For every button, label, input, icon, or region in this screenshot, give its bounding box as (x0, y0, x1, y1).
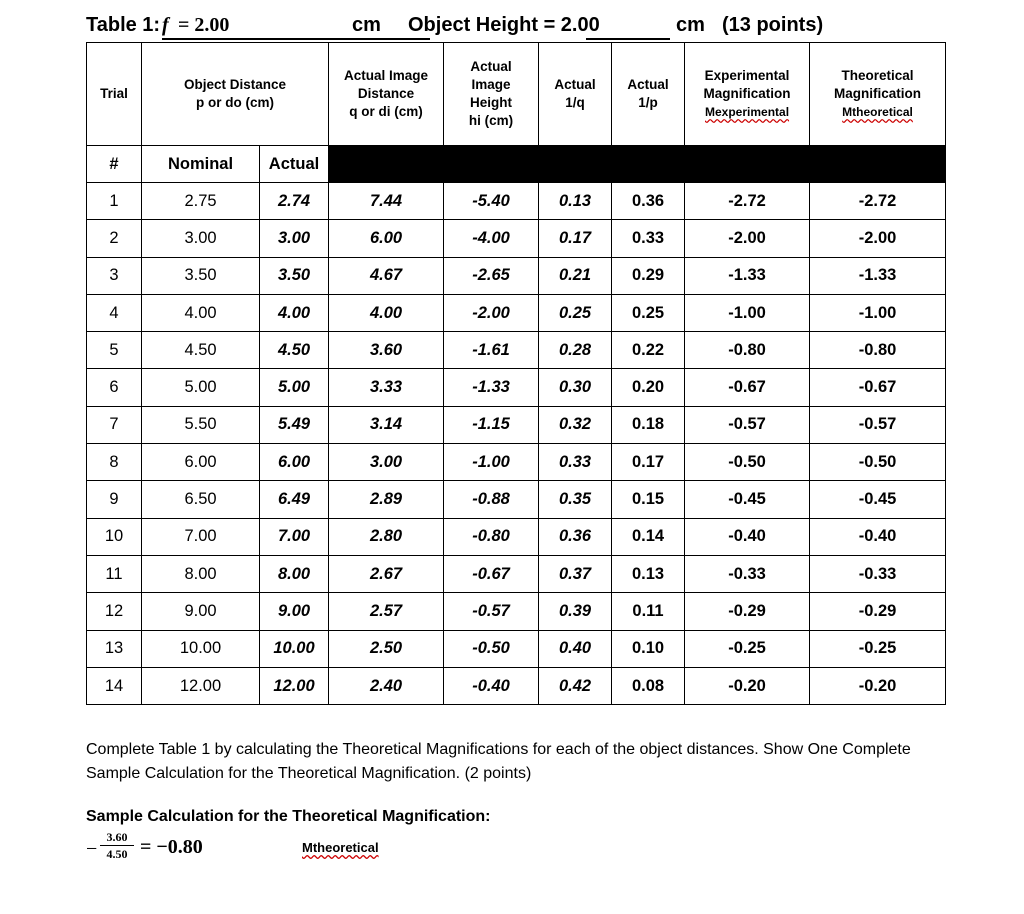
cell-image-height: -5.40 (444, 183, 539, 220)
header-theoretical-magnification: Theoretical Magnification Mtheoretical (810, 43, 946, 146)
subheader-nominal: Nominal (142, 146, 260, 183)
cell-actual-distance: 6.00 (260, 444, 329, 481)
table-label: Table 1: (86, 14, 161, 36)
header-image-height: Actual Image Height hi (cm) (444, 43, 539, 146)
cell-inverse-p: 0.17 (612, 444, 685, 481)
cell-trial: 11 (87, 555, 142, 592)
cell-experimental-magnification: -0.29 (685, 593, 810, 630)
cell-image-height: -1.61 (444, 332, 539, 369)
unit-cm-2: cm (676, 14, 705, 36)
table-row (87, 183, 946, 220)
cell-theoretical-magnification: -0.20 (810, 667, 946, 704)
header-trial: Trial (87, 43, 142, 146)
cell-inverse-q: 0.13 (539, 183, 612, 220)
table-row (87, 667, 946, 704)
cell-image-distance: 2.50 (329, 630, 444, 667)
table-row (87, 555, 946, 592)
table-row (87, 332, 946, 369)
cell-image-distance: 2.80 (329, 518, 444, 555)
cell-inverse-p: 0.15 (612, 481, 685, 518)
cell-theoretical-magnification: -0.50 (810, 444, 946, 481)
table-row (87, 518, 946, 555)
cell-inverse-q: 0.35 (539, 481, 612, 518)
sample-formula (86, 830, 386, 870)
cell-image-height: -0.88 (444, 481, 539, 518)
cell-nominal-distance: 6.50 (142, 481, 260, 518)
cell-nominal-distance: 5.50 (142, 406, 260, 443)
cell-image-distance: 7.44 (329, 183, 444, 220)
focal-blank-underline (162, 38, 430, 40)
cell-theoretical-magnification: -0.57 (810, 406, 946, 443)
cell-actual-distance: 7.00 (260, 518, 329, 555)
cell-inverse-q: 0.39 (539, 593, 612, 630)
table-row (87, 593, 946, 630)
cell-experimental-magnification: -0.20 (685, 667, 810, 704)
cell-theoretical-magnification: -0.45 (810, 481, 946, 518)
cell-image-distance: 3.14 (329, 406, 444, 443)
cell-actual-distance: 3.50 (260, 257, 329, 294)
cell-theoretical-magnification: -0.80 (810, 332, 946, 369)
cell-inverse-p: 0.18 (612, 406, 685, 443)
cell-actual-distance: 9.00 (260, 593, 329, 630)
cell-inverse-q: 0.32 (539, 406, 612, 443)
subheader-actual: Actual (260, 146, 329, 183)
cell-inverse-q: 0.25 (539, 294, 612, 331)
cell-image-distance: 3.60 (329, 332, 444, 369)
cell-nominal-distance: 3.00 (142, 220, 260, 257)
formula-label: Mtheoretical (302, 840, 379, 855)
table-row (87, 294, 946, 331)
cell-inverse-p: 0.25 (612, 294, 685, 331)
cell-image-height: -1.15 (444, 406, 539, 443)
cell-theoretical-magnification: -0.29 (810, 593, 946, 630)
cell-image-distance: 3.00 (329, 444, 444, 481)
cell-trial: 10 (87, 518, 142, 555)
cell-actual-distance: 2.74 (260, 183, 329, 220)
cell-image-distance: 2.67 (329, 555, 444, 592)
cell-theoretical-magnification: -1.00 (810, 294, 946, 331)
cell-image-distance: 4.67 (329, 257, 444, 294)
cell-actual-distance: 4.50 (260, 332, 329, 369)
cell-theoretical-magnification: -0.25 (810, 630, 946, 667)
cell-inverse-p: 0.36 (612, 183, 685, 220)
data-table (86, 42, 946, 705)
focal-symbol: f (162, 14, 169, 36)
formula-fraction (100, 830, 134, 861)
cell-trial: 2 (87, 220, 142, 257)
cell-inverse-p: 0.08 (612, 667, 685, 704)
cell-experimental-magnification: -0.33 (685, 555, 810, 592)
cell-inverse-p: 0.22 (612, 332, 685, 369)
cell-experimental-magnification: -0.25 (685, 630, 810, 667)
cell-image-distance: 2.40 (329, 667, 444, 704)
cell-experimental-magnification: -2.00 (685, 220, 810, 257)
table-row (87, 444, 946, 481)
object-height-underline (586, 38, 670, 40)
cell-image-height: -4.00 (444, 220, 539, 257)
cell-experimental-magnification: -0.80 (685, 332, 810, 369)
cell-inverse-q: 0.30 (539, 369, 612, 406)
table-row (87, 220, 946, 257)
cell-image-height: -0.50 (444, 630, 539, 667)
cell-inverse-q: 0.21 (539, 257, 612, 294)
cell-nominal-distance: 4.50 (142, 332, 260, 369)
table-row (87, 369, 946, 406)
cell-actual-distance: 4.00 (260, 294, 329, 331)
cell-actual-distance: 12.00 (260, 667, 329, 704)
cell-nominal-distance: 2.75 (142, 183, 260, 220)
cell-nominal-distance: 6.00 (142, 444, 260, 481)
cell-nominal-distance: 7.00 (142, 518, 260, 555)
points-label: (13 points) (722, 14, 824, 36)
cell-image-height: -0.40 (444, 667, 539, 704)
cell-image-distance: 3.33 (329, 369, 444, 406)
cell-nominal-distance: 10.00 (142, 630, 260, 667)
cell-experimental-magnification: -0.45 (685, 481, 810, 518)
blacked-out-cell (329, 146, 946, 183)
cell-theoretical-magnification: -2.72 (810, 183, 946, 220)
cell-trial: 12 (87, 593, 142, 630)
cell-inverse-q: 0.40 (539, 630, 612, 667)
cell-actual-distance: 3.00 (260, 220, 329, 257)
cell-image-height: -2.00 (444, 294, 539, 331)
cell-image-height: -0.57 (444, 593, 539, 630)
cell-inverse-p: 0.14 (612, 518, 685, 555)
cell-theoretical-magnification: -2.00 (810, 220, 946, 257)
header-object-distance: Object Distance p or do (cm) (142, 43, 329, 146)
table-row (87, 481, 946, 518)
formula-result: = −0.80 (140, 836, 203, 858)
header-inverse-q: Actual 1/q (539, 43, 612, 146)
cell-actual-distance: 8.00 (260, 555, 329, 592)
cell-image-distance: 2.89 (329, 481, 444, 518)
cell-image-distance: 2.57 (329, 593, 444, 630)
cell-theoretical-magnification: -0.67 (810, 369, 946, 406)
cell-nominal-distance: 5.00 (142, 369, 260, 406)
cell-theoretical-magnification: -0.40 (810, 518, 946, 555)
focal-value: = 2.00 (178, 14, 230, 36)
table-row (87, 406, 946, 443)
cell-image-height: -2.65 (444, 257, 539, 294)
header-image-distance: Actual Image Distance q or di (cm) (329, 43, 444, 146)
cell-image-height: -0.67 (444, 555, 539, 592)
cell-inverse-p: 0.29 (612, 257, 685, 294)
cell-experimental-magnification: -0.67 (685, 369, 810, 406)
header-experimental-magnification: Experimental Magnification Mexperimental (685, 43, 810, 146)
cell-image-height: -1.00 (444, 444, 539, 481)
cell-trial: 1 (87, 183, 142, 220)
cell-trial: 8 (87, 444, 142, 481)
cell-trial: 5 (87, 332, 142, 369)
cell-inverse-q: 0.33 (539, 444, 612, 481)
cell-nominal-distance: 12.00 (142, 667, 260, 704)
cell-theoretical-magnification: -1.33 (810, 257, 946, 294)
cell-trial: 3 (87, 257, 142, 294)
cell-inverse-q: 0.28 (539, 332, 612, 369)
cell-trial: 4 (87, 294, 142, 331)
header-inverse-p: Actual 1/p (612, 43, 685, 146)
cell-inverse-q: 0.36 (539, 518, 612, 555)
cell-image-distance: 6.00 (329, 220, 444, 257)
cell-image-distance: 4.00 (329, 294, 444, 331)
cell-trial: 7 (87, 406, 142, 443)
cell-nominal-distance: 3.50 (142, 257, 260, 294)
cell-trial: 13 (87, 630, 142, 667)
subheader-hash: # (87, 146, 142, 183)
cell-trial: 6 (87, 369, 142, 406)
cell-image-height: -0.80 (444, 518, 539, 555)
cell-experimental-magnification: -1.33 (685, 257, 810, 294)
cell-actual-distance: 5.00 (260, 369, 329, 406)
cell-inverse-p: 0.11 (612, 593, 685, 630)
cell-inverse-q: 0.42 (539, 667, 612, 704)
cell-trial: 9 (87, 481, 142, 518)
unit-cm-1: cm (352, 14, 381, 36)
instructions-text: Complete Table 1 by calculating the Theoretical Magnifications for each of the object distances. Show One Complete Sample Calculation for the Theoretical Magnification. (2 points) (86, 741, 911, 782)
cell-experimental-magnification: -0.57 (685, 406, 810, 443)
formula-minus: − (86, 838, 98, 860)
cell-image-height: -1.33 (444, 369, 539, 406)
object-height-label: Object Height = 2.00 (408, 14, 600, 36)
table-row (87, 630, 946, 667)
cell-inverse-p: 0.13 (612, 555, 685, 592)
cell-inverse-q: 0.37 (539, 555, 612, 592)
cell-actual-distance: 10.00 (260, 630, 329, 667)
table-row (87, 257, 946, 294)
formula-denominator: 4.50 (106, 847, 128, 861)
cell-experimental-magnification: -1.00 (685, 294, 810, 331)
cell-experimental-magnification: -2.72 (685, 183, 810, 220)
sample-calculation-title: Sample Calculation for the Theoretical Magnification: (86, 808, 491, 825)
cell-trial: 14 (87, 667, 142, 704)
cell-inverse-p: 0.33 (612, 220, 685, 257)
table-title (86, 14, 886, 42)
formula-numerator: 3.60 (100, 830, 134, 846)
cell-actual-distance: 6.49 (260, 481, 329, 518)
cell-nominal-distance: 8.00 (142, 555, 260, 592)
cell-theoretical-magnification: -0.33 (810, 555, 946, 592)
cell-inverse-q: 0.17 (539, 220, 612, 257)
cell-inverse-p: 0.20 (612, 369, 685, 406)
cell-nominal-distance: 4.00 (142, 294, 260, 331)
cell-experimental-magnification: -0.40 (685, 518, 810, 555)
cell-nominal-distance: 9.00 (142, 593, 260, 630)
cell-actual-distance: 5.49 (260, 406, 329, 443)
cell-inverse-p: 0.10 (612, 630, 685, 667)
cell-experimental-magnification: -0.50 (685, 444, 810, 481)
